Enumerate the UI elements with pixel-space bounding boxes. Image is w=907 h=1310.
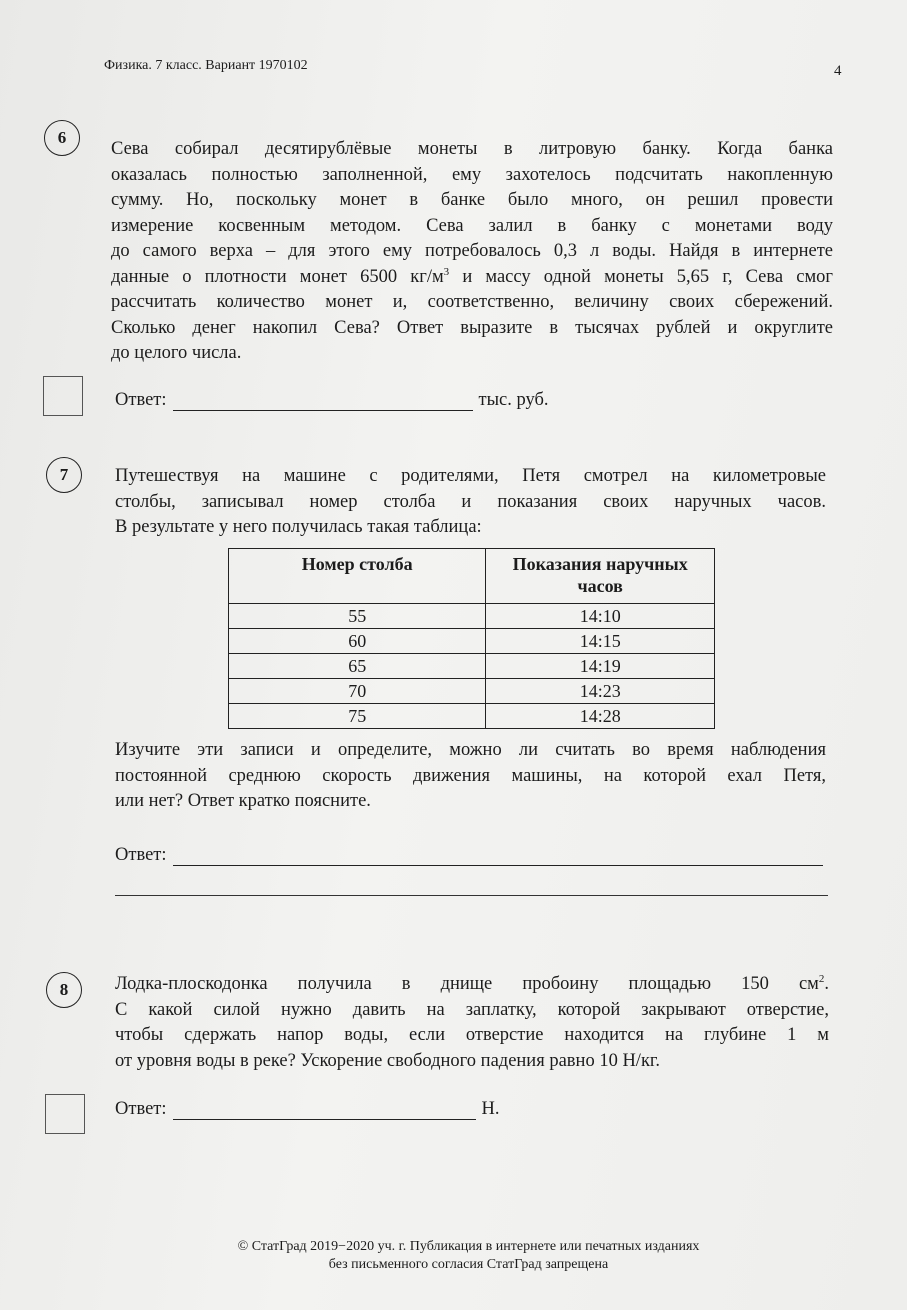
- table-row: [229, 604, 715, 629]
- table-cell: 60: [229, 629, 486, 654]
- answer-line-6: [115, 390, 549, 411]
- q7-intro-line-3: В результате у него получилась такая таблица:: [115, 517, 482, 537]
- question-7-text: [115, 738, 826, 815]
- q6-line-8: Сколько денег накопил Сева? Ответ выразите в тысячах рублей и округлите: [111, 317, 833, 338]
- table-row: [229, 629, 715, 654]
- page-number: 4: [834, 63, 842, 79]
- answer-unit-8: Н.: [481, 1099, 500, 1119]
- q7-line-1: Изучите эти записи и определите, можно ли считать во время наблюдения: [115, 740, 826, 760]
- footer-line-1: © СтатГрад 2019−2020 уч. г. Публикация в интернете или печатных изданиях: [237, 1239, 700, 1254]
- question-7-intro: [115, 464, 826, 541]
- table-header-cell: Номер столба: [229, 549, 486, 604]
- q8-line-2: С какой силой нужно давить на заплатку, которой закрывают отверстие,: [115, 999, 829, 1020]
- answer-label: Ответ:: [115, 1099, 167, 1119]
- answer-blank-7[interactable]: [173, 845, 823, 866]
- question-6-text: [111, 137, 833, 367]
- answer-box-6[interactable]: [43, 376, 83, 416]
- q6-line-1: Сева собирал десятирублёвые монеты в литровую банку. Когда банка: [111, 139, 833, 159]
- q8-line-3: чтобы сдержать напор воды, если отверстие находится на глубине 1 м: [115, 1025, 829, 1045]
- answer-box-8[interactable]: [45, 1094, 85, 1134]
- q7-line-3: или нет? Ответ кратко поясните.: [115, 791, 371, 811]
- answer-label: Ответ:: [115, 390, 167, 410]
- q7-intro-line-2: столбы, записывал номер столба и показания своих наручных часов.: [115, 491, 826, 512]
- q6-line-9: до целого числа.: [111, 343, 242, 363]
- table-header-row: [229, 549, 715, 604]
- table-row: [229, 654, 715, 679]
- answer-blank-6[interactable]: [173, 390, 473, 411]
- question-number-7: 7: [46, 457, 82, 493]
- answer-line-8: [115, 1099, 500, 1120]
- q6-line-3: сумму. Но, поскольку монет в банке было много, он решил провести: [111, 190, 833, 210]
- q6-line-5: до самого верха – для этого ему потребовалось 0,3 л воды. Найдя в интернете: [111, 241, 833, 261]
- table-cell: 14:10: [486, 604, 715, 629]
- q8-line-4: от уровня воды в реке? Ускорение свободного падения равно 10 Н/кг.: [115, 1050, 661, 1071]
- answer-line-7: [115, 845, 823, 866]
- page-header-title: Физика. 7 класс. Вариант 1970102: [104, 58, 308, 73]
- question-number-6: 6: [44, 120, 80, 156]
- answer-unit-6: тыс. руб.: [478, 390, 549, 410]
- table-cell: 14:15: [486, 629, 715, 654]
- table-cell: 14:28: [486, 704, 715, 729]
- table-cell: 14:23: [486, 679, 715, 704]
- table-row: [229, 679, 715, 704]
- q6-line-4: измерение косвенным методом. Сева залил в банку с монетами воду: [111, 215, 833, 236]
- q6-line-2: оказалась полностью заполненной, ему захотелось подсчитать накопленную: [111, 164, 833, 185]
- table-header-cell: Показания наручных часов: [486, 549, 715, 604]
- page-footer: [0, 1238, 907, 1274]
- answer-extra-line-7[interactable]: [115, 895, 828, 896]
- table-cell: 14:19: [486, 654, 715, 679]
- q8-line-1: Лодка-плоскодонка получила в днище пробоину площадью 150 $см^2$.: [115, 972, 829, 994]
- question-number-8: 8: [46, 972, 82, 1008]
- observation-table: [228, 548, 715, 729]
- answer-label: Ответ:: [115, 845, 167, 865]
- footer-line-2: без письменного согласия СтатГрад запрещена: [328, 1257, 609, 1272]
- table-cell: 70: [229, 679, 486, 704]
- answer-blank-8[interactable]: [173, 1099, 476, 1120]
- q6-line-7: рассчитать количество монет и, соответственно, величину своих сбережений.: [111, 292, 833, 312]
- question-8-text: [115, 972, 829, 1074]
- table-cell: 55: [229, 604, 486, 629]
- q6-line-6: данные о плотности монет 6500 $кг/м^3$ и массу одной монеты 5,65 г, Сева смог: [111, 265, 833, 287]
- table-row: [229, 704, 715, 729]
- table-cell: 75: [229, 704, 486, 729]
- q7-intro-line-1: Путешествуя на машине с родителями, Петя смотрел на километровые: [115, 466, 826, 486]
- q7-line-2: постоянной среднюю скорость движения машины, на которой ехал Петя,: [115, 765, 826, 786]
- table-cell: 65: [229, 654, 486, 679]
